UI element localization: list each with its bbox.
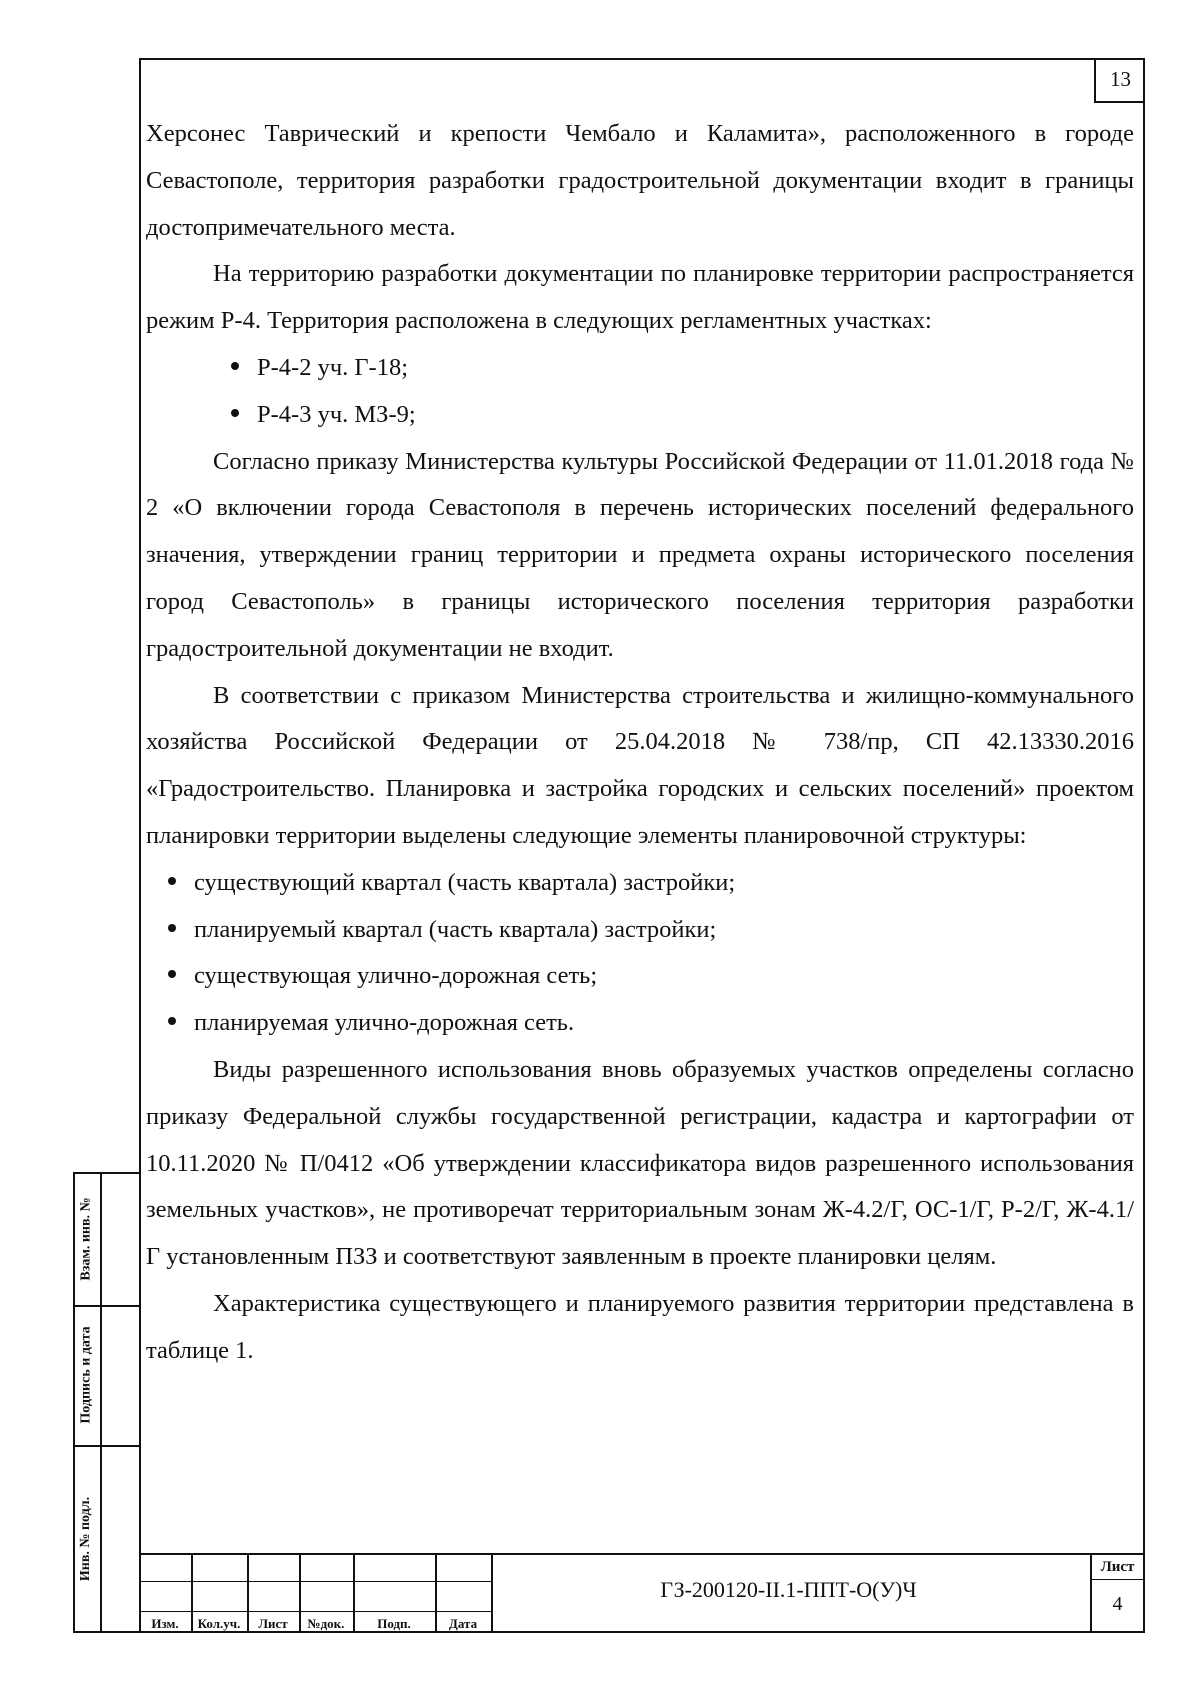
stamp-col-sheet: Лист [258, 1616, 288, 1631]
sheet-label: Лист [1100, 1559, 1135, 1575]
page-number: 13 [1110, 67, 1131, 91]
side-label-replacement-inv: Взам. инв. № [78, 1196, 94, 1281]
list-item-text: Р-4-2 уч. Г-18; [257, 353, 409, 381]
list-item [231, 345, 1134, 392]
bullet-icon [231, 409, 239, 417]
stamp-col-change: Изм. [151, 1616, 179, 1631]
side-strip-divider [100, 1172, 102, 1633]
paragraph: В соответствии с приказом Министерства строительства и жилищно-коммунального хозяйства Российской Федерации от 25.04.2018 № 738/пр, СП 42.13330.2016 «Градостроительство. Планировка и застройка городских и сельских поселений» проектом планировки территории выделены следующие элементы планировочной структуры: [146, 681, 1134, 849]
bullet-icon [168, 924, 176, 932]
stamp-col-doc: №док. [307, 1616, 345, 1631]
bullet-icon [168, 877, 176, 885]
stamp-col-signature: Подп. [377, 1616, 411, 1631]
list-item-text: планируемая улично-дорожная сеть. [194, 1009, 575, 1037]
bullet-icon [168, 1017, 176, 1025]
side-label-original-inv: Инв. № подл. [78, 1496, 94, 1582]
list-item [168, 1000, 1134, 1047]
paragraph: Характеристика существующего и планируемого развития территории представлена в таблице 1. [146, 1289, 1134, 1364]
page-number-box [1094, 58, 1145, 103]
side-label-signature-date: Подпись и дата [78, 1326, 94, 1424]
bullet-icon [231, 362, 239, 370]
list-item-text: планируемый квартал (часть квартала) застройки; [194, 915, 717, 943]
list-item [168, 907, 1134, 954]
stamp-col-date: Дата [448, 1616, 478, 1631]
document-body [146, 111, 1134, 1375]
paragraph: Херсонес Таврический и крепости Чембало и Каламита», расположенного в городе Севастополе, территория разработки градостроительной документации входит в границы достопримечательного места. [146, 120, 1134, 241]
stamp-top-line [139, 1553, 1145, 1555]
title-block [139, 1553, 1145, 1633]
paragraph: На территорию разработки документации по планировке территории распространяется режим Р-4. Территория расположена в следующих регламентных участках: [146, 260, 1134, 335]
paragraph: Согласно приказу Министерства культуры Российской Федерации от 11.01.2018 года № 2 «О включении города Севастополя в перечень исторических поселений федерального значения, утверждении границ территории и предмета охраны исторического поселения город Севастополь» в границы исторического поселения территория разработки градостроительной документации не входит. [146, 447, 1134, 662]
sheet-cell-line [1090, 1579, 1145, 1580]
bullet-icon [168, 970, 176, 978]
list-item-text: существующая улично-дорожная сеть; [194, 962, 598, 990]
paragraph: Виды разрешенного использования вновь образуемых участков определены согласно приказу Федеральной службы государственной регистрации, кадастра и картографии от 10.11.2020 № П/0412 «Об утверждении классификатора видов разрешенного использования земельных участков», не противоречат территориальным зонам Ж-4.2/Г, ОС-1/Г, Р-2/Г, Ж-4.1/Г установленным ПЗЗ и соответствуют заявленным в проекте планировки целям. [146, 1055, 1134, 1271]
list-item [168, 953, 1134, 1000]
list-item [168, 860, 1134, 907]
list-item [231, 392, 1134, 439]
sheet-number: 4 [1112, 1593, 1123, 1615]
stamp-col-count: Кол.уч. [197, 1616, 241, 1631]
list-item-text: существующий квартал (часть квартала) застройки; [194, 868, 736, 896]
document-code: ГЗ-200120-II.1-ППТ-О(У)Ч [660, 1577, 917, 1602]
list-item-text: Р-4-3 уч. МЗ-9; [257, 400, 416, 428]
